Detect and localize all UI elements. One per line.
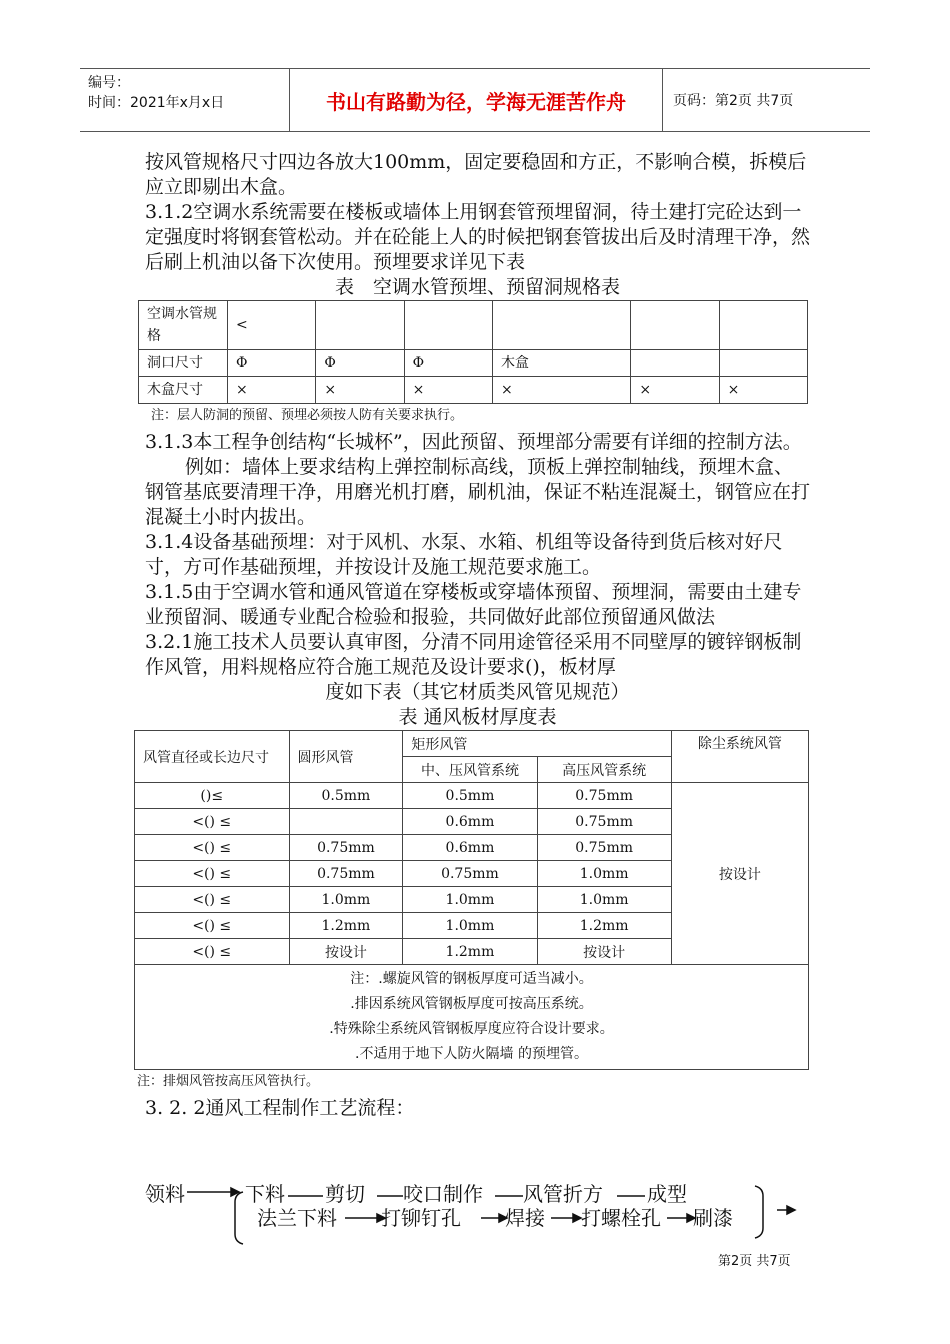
header-cell: 风管直径或长边尺寸 bbox=[135, 731, 290, 783]
table-cell: × bbox=[631, 377, 719, 404]
table-cell: <() ≤ bbox=[135, 809, 290, 835]
table-cell: × bbox=[228, 377, 316, 404]
table-cell: <() ≤ bbox=[135, 887, 290, 913]
table-cell bbox=[719, 301, 807, 350]
table-cell: Φ bbox=[316, 350, 404, 377]
table-cell: × bbox=[404, 377, 492, 404]
table-cell: 空调水管规格 bbox=[139, 301, 228, 350]
paragraph-example: 例如：墙体上要求结构上弹控制标高线，顶板上弹控制轴线，预埋木盒、钢管基底要清理干净，用磨光机打磨，刷机油，保证不粘连混凝土，钢管应在打混凝土小时内拔出。 bbox=[145, 456, 811, 528]
table-notes-row bbox=[135, 965, 809, 1070]
table-note: .不适用于地下人防火隔墙 的预埋管。 bbox=[355, 1046, 588, 1062]
table-cell bbox=[631, 350, 719, 377]
table-cell: 0.5mm bbox=[289, 783, 403, 809]
table-cell: 0.75mm bbox=[289, 835, 403, 861]
table-cell: 按设计 bbox=[289, 939, 403, 965]
table-cell: 0.6mm bbox=[403, 809, 537, 835]
table-cell: 0.75mm bbox=[289, 861, 403, 887]
table-cell: 木盒 bbox=[492, 350, 630, 377]
header-cell: 中、压风管系统 bbox=[403, 757, 537, 783]
table-cell: 按设计 bbox=[537, 939, 671, 965]
paragraph-3-2-1-end: 度如下表（其它材质类风管见规范） bbox=[325, 681, 630, 703]
time-label: 时间：2021年x月x日 bbox=[88, 95, 225, 111]
table-row bbox=[139, 350, 808, 377]
flow-step: 咬口制作 bbox=[403, 1182, 483, 1206]
header-page: 页码：第2页 共7页 bbox=[673, 93, 794, 109]
flow-step: 法兰下料 bbox=[257, 1206, 337, 1230]
flow-step: 打铆钉孔 bbox=[381, 1206, 461, 1230]
table-cell: 1.2mm bbox=[537, 913, 671, 939]
header-cell: 除尘系统风管 bbox=[671, 731, 808, 783]
table2-caption: 表 通风板材厚度表 bbox=[398, 706, 557, 728]
page-footer: 第2页 共7页 bbox=[718, 1254, 791, 1269]
table-cell: <() ≤ bbox=[135, 939, 290, 965]
table-row bbox=[135, 783, 809, 809]
flow-step: 成型 bbox=[647, 1182, 687, 1206]
table-cell: ()≤ bbox=[135, 783, 290, 809]
table1-caption: 表 空调水管预埋、预留洞规格表 bbox=[334, 276, 620, 298]
table2-outer-note: 注：排烟风管按高压风管执行。 bbox=[137, 1074, 320, 1089]
table-cell bbox=[492, 301, 630, 350]
code-label: 编号： bbox=[88, 75, 130, 91]
flow-arrow-head bbox=[787, 1206, 795, 1214]
table-cell bbox=[404, 301, 492, 350]
flow-step: 刷漆 bbox=[693, 1206, 733, 1230]
table-cell: × bbox=[316, 377, 404, 404]
table-row bbox=[139, 301, 808, 350]
table-cell: 0.75mm bbox=[403, 861, 537, 887]
table-cell bbox=[631, 301, 719, 350]
table-cell: <() ≤ bbox=[135, 913, 290, 939]
flow-bracket-right bbox=[755, 1186, 763, 1238]
table-cell: 0.75mm bbox=[537, 809, 671, 835]
table-cell: < bbox=[228, 301, 316, 350]
flow-step: 打螺栓孔 bbox=[581, 1206, 661, 1230]
paragraph-1: 按风管规格尺寸四边各放大100mm，固定要稳固和方正，不影响合模，拆模后应立即剔出木盒。 bbox=[145, 151, 807, 198]
table-cell: 0.75mm bbox=[537, 835, 671, 861]
paragraph-3-1-5: 3.1.5由于空调水管和通风管道在穿楼板或穿墙体预留、预埋洞，需要由土建专业预留洞、暖通专业配合检验和报验，共同做好此部位预留通风做法 bbox=[145, 581, 802, 628]
table-header-row bbox=[135, 731, 809, 757]
table-cell: Φ bbox=[228, 350, 316, 377]
table-cell bbox=[316, 301, 404, 350]
table-cell: 按设计 bbox=[671, 783, 808, 965]
header-cell: 高压风管系统 bbox=[537, 757, 671, 783]
table-water-pipe bbox=[138, 300, 808, 404]
table-cell: <() ≤ bbox=[135, 861, 290, 887]
paragraph-3-1-4: 3.1.4设备基础预埋：对于风机、水泵、水箱、机组等设备待到货后核对好尺寸，方可作基础预埋，并按设计及施工规范要求施工。 bbox=[145, 531, 783, 578]
header-motto: 书山有路勤为径，学海无涯苦作舟 bbox=[290, 69, 663, 131]
table-note: .排因系统风管钢板厚度可按高压系统。 bbox=[350, 996, 593, 1012]
paragraph-3-1-2: 3.1.2空调水系统需要在楼板或墙体上用钢套管预埋留洞，待土建打完砼达到一定强度时将钢套管松动。并在砼能上人的时候把钢套管拔出后及时清理干净，然后刷上机油以备下次使用。预埋要求详见下表 bbox=[145, 201, 811, 273]
header-cell: 圆形风管 bbox=[289, 731, 403, 783]
document-body bbox=[137, 150, 811, 1121]
table-cell: 木盒尺寸 bbox=[139, 377, 228, 404]
table-cell: × bbox=[719, 377, 807, 404]
flow-step: 焊接 bbox=[505, 1206, 545, 1230]
table1-note: 注：层人防洞的预留、预埋必须按人防有关要求执行。 bbox=[151, 408, 464, 423]
table-cell: 1.0mm bbox=[289, 887, 403, 913]
table-notes-cell bbox=[135, 965, 809, 1070]
table-cell: Φ bbox=[404, 350, 492, 377]
flow-title: 3. 2. 2通风工程制作工艺流程： bbox=[145, 1097, 415, 1119]
page-header bbox=[80, 68, 870, 132]
process-flow bbox=[145, 1172, 815, 1252]
table-cell: <() ≤ bbox=[135, 835, 290, 861]
table-cell: 洞口尺寸 bbox=[139, 350, 228, 377]
table-cell bbox=[289, 809, 403, 835]
table-cell bbox=[719, 350, 807, 377]
table-cell: 1.0mm bbox=[537, 861, 671, 887]
paragraph-3-1-3: 3.1.3本工程争创结构“长城杯”，因此预留、预埋部分需要有详细的控制方法。 bbox=[145, 431, 802, 453]
table-cell: 0.75mm bbox=[537, 783, 671, 809]
flow-bracket-left bbox=[235, 1192, 243, 1244]
table-cell: 1.0mm bbox=[403, 913, 537, 939]
table-cell: 1.0mm bbox=[537, 887, 671, 913]
table-cell: 1.0mm bbox=[403, 887, 537, 913]
table-duct-thickness bbox=[134, 730, 809, 1070]
flow-step: 剪切 bbox=[325, 1182, 365, 1206]
header-cell: 矩形风管 bbox=[403, 731, 671, 757]
paragraph-3-2-1: 3.2.1施工技术人员要认真审图，分清不同用途管径采用不同壁厚的镀锌钢板制作风管，用料规格应符合施工规范及设计要求()，板材厚 bbox=[145, 631, 802, 678]
table-cell: 0.6mm bbox=[403, 835, 537, 861]
header-meta bbox=[80, 69, 290, 131]
flow-arrow-head bbox=[573, 1214, 581, 1222]
table-note: .特殊除尘系统风管钢板厚度应符合设计要求。 bbox=[329, 1021, 614, 1037]
flow-step: 下料 bbox=[245, 1182, 285, 1206]
flow-step: 风管折方 bbox=[523, 1182, 603, 1206]
table-cell: 0.5mm bbox=[403, 783, 537, 809]
table-note: 注：.螺旋风管的钢板厚度可适当减小。 bbox=[350, 971, 593, 987]
flow-step: 领料 bbox=[145, 1182, 185, 1206]
table-row bbox=[139, 377, 808, 404]
table-cell: 1.2mm bbox=[403, 939, 537, 965]
table-cell: 1.2mm bbox=[289, 913, 403, 939]
table-cell: × bbox=[492, 377, 630, 404]
